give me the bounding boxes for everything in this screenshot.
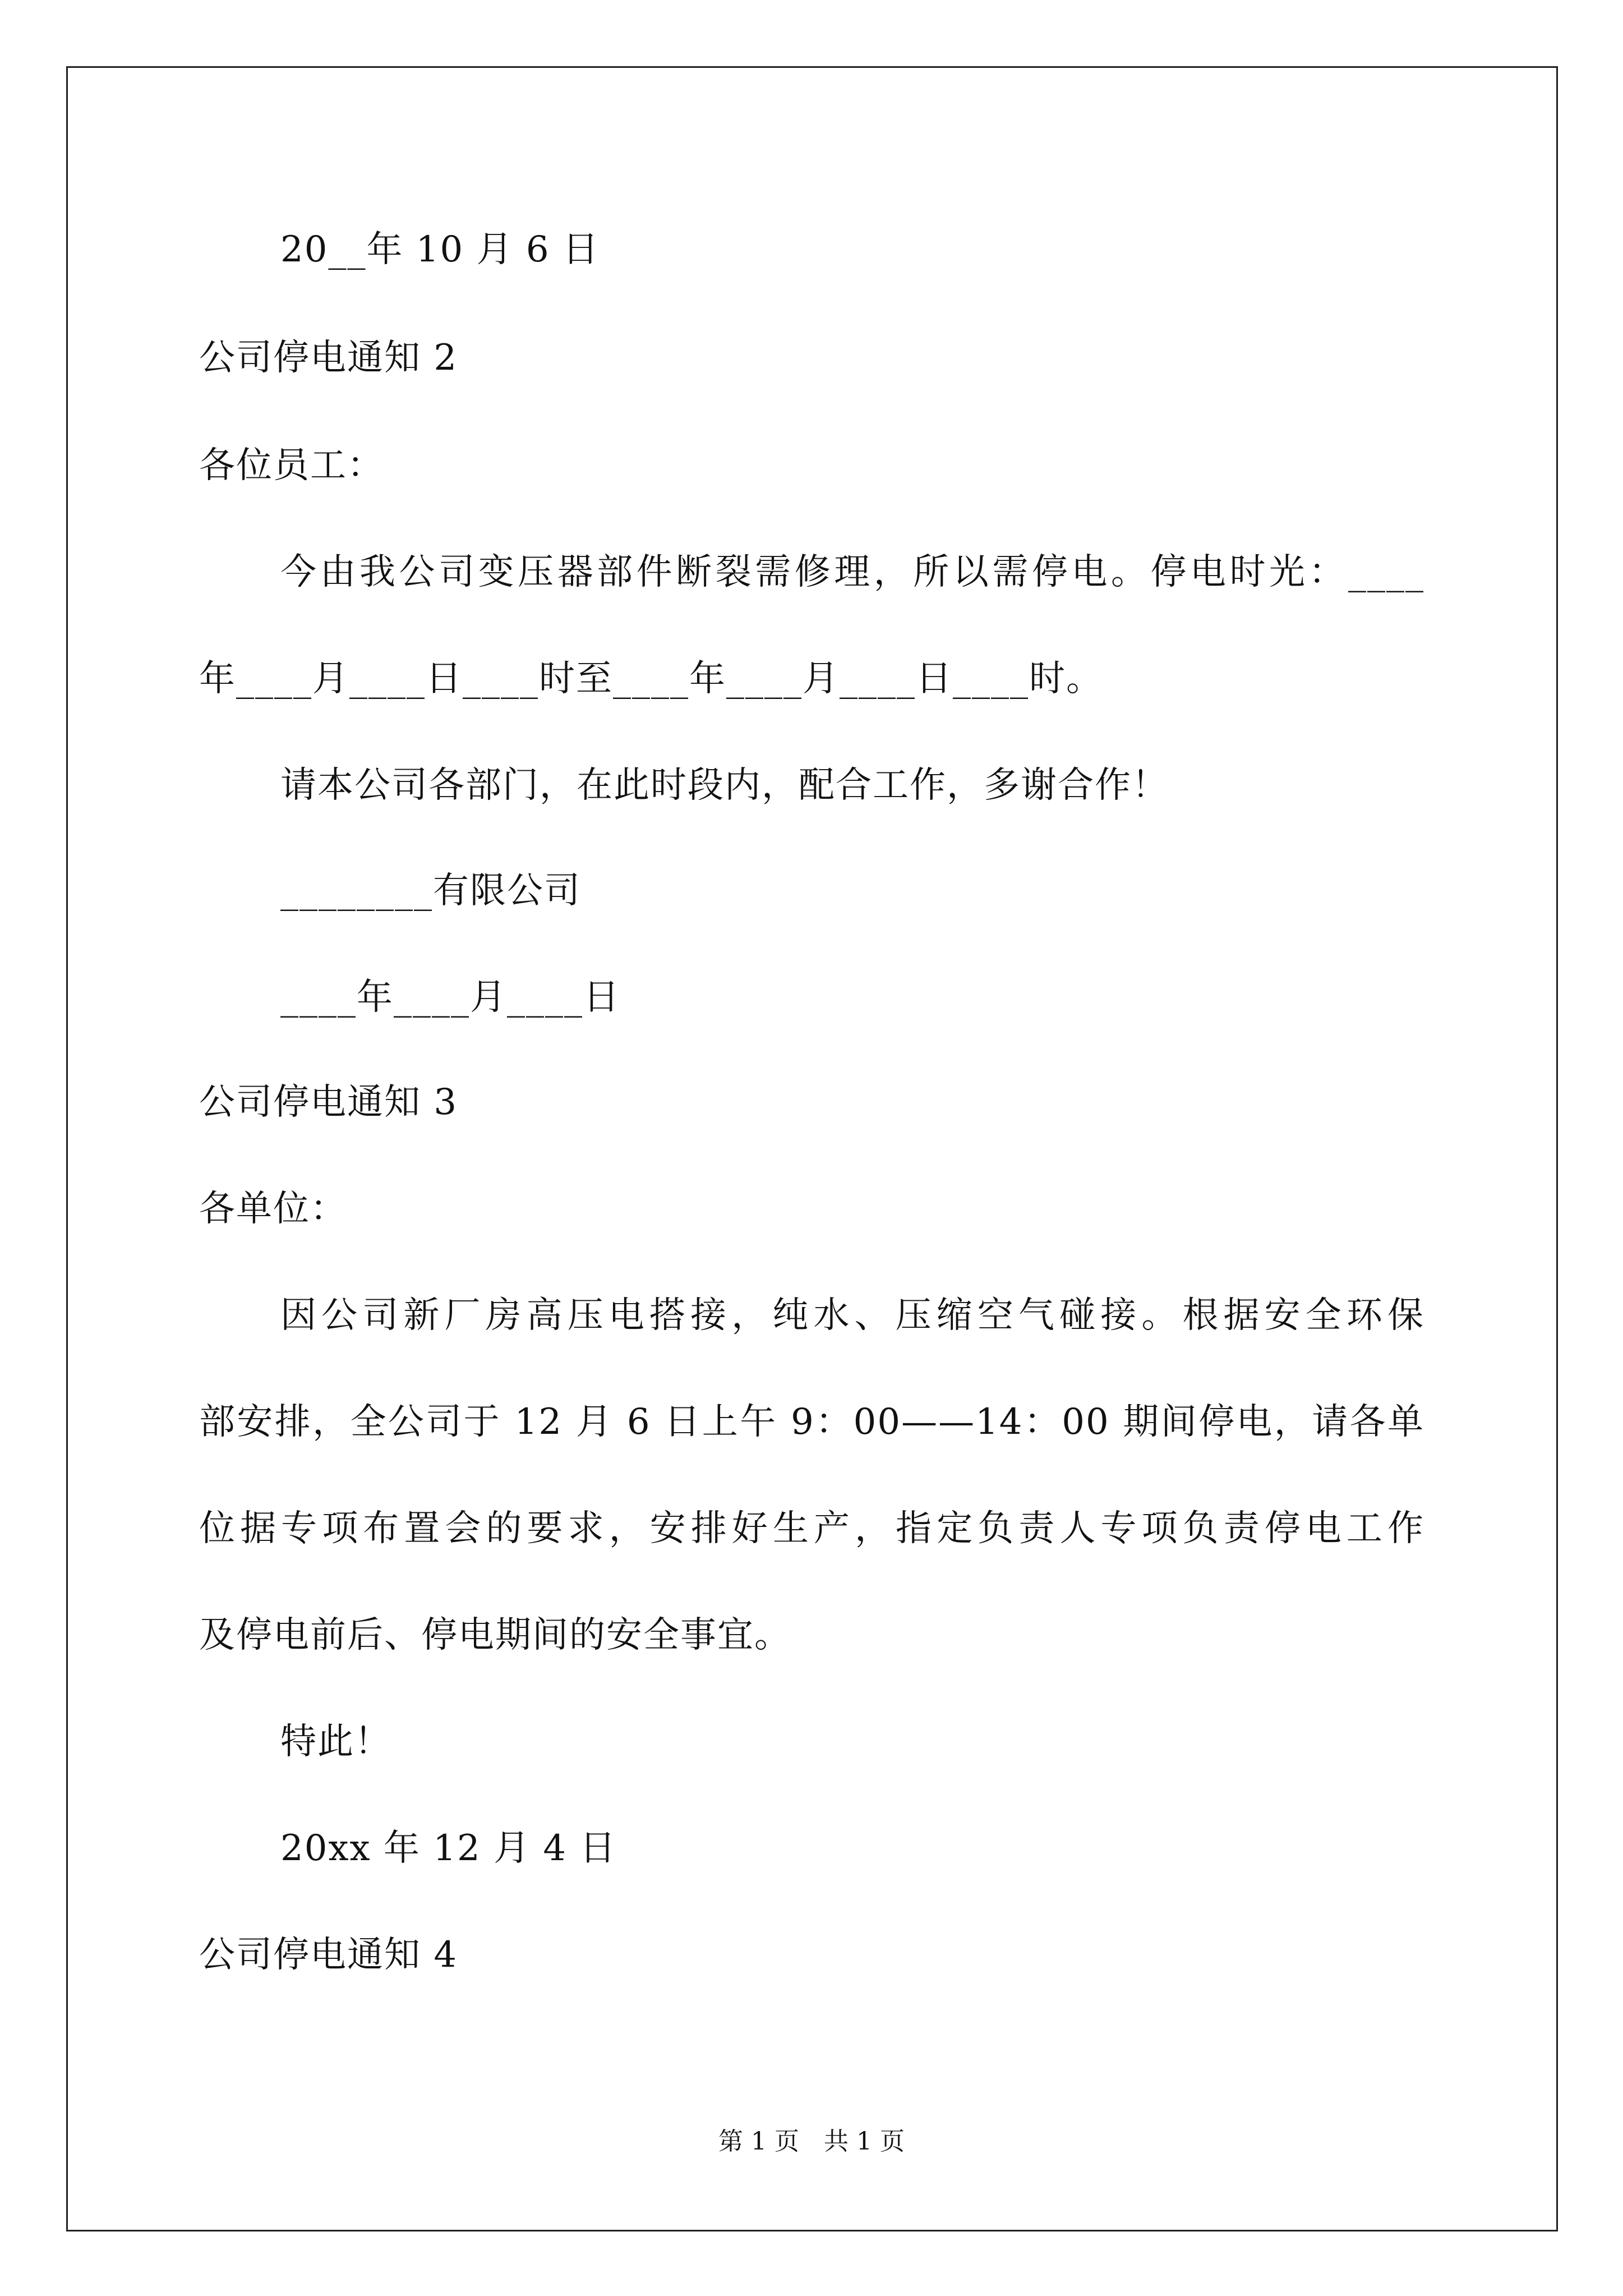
section-title-2: 公司停电通知 2 — [199, 337, 458, 379]
salutation-units: 各单位： — [199, 1188, 347, 1230]
paragraph-line: 部安排，全公司于 12 月 6 日上午 9：00——14：00 期间停电，请各单 — [199, 1401, 1424, 1443]
paragraph-line: 及停电前后、停电期间的安全事宜。 — [199, 1614, 791, 1656]
paragraph-line: 年____月____日____时至____年____月____日____时。 — [199, 658, 1103, 700]
section-title-3: 公司停电通知 3 — [199, 1082, 458, 1123]
paragraph-line: 请本公司各部门，在此时段内，配合工作，多谢合作！ — [280, 765, 1169, 806]
date-line-3: 20xx 年 12 月 4 日 — [280, 1828, 617, 1869]
date-line-1: 20__年 10 月 6 日 — [280, 229, 600, 270]
date-line-2: ____年____月____日 — [280, 977, 620, 1018]
paragraph-line: 今由我公司变压器部件断裂需修理，所以需停电。停电时光：____ — [280, 551, 1424, 593]
salutation-staff: 各位员工： — [199, 445, 384, 486]
paragraph-line: 位据专项布置会的要求，安排好生产，指定负责人专项负责停电工作 — [199, 1508, 1424, 1549]
section-title-4: 公司停电通知 4 — [199, 1934, 458, 1976]
page-border — [66, 66, 1558, 2231]
paragraph-line: 因公司新厂房高压电搭接，纯水、压缩空气碰接。根据安全环保 — [280, 1295, 1424, 1336]
closing-remark: 特此！ — [280, 1721, 391, 1763]
company-signature: ________有限公司 — [280, 870, 581, 912]
page-footer: 第 1 页 共 1 页 — [718, 2127, 905, 2156]
